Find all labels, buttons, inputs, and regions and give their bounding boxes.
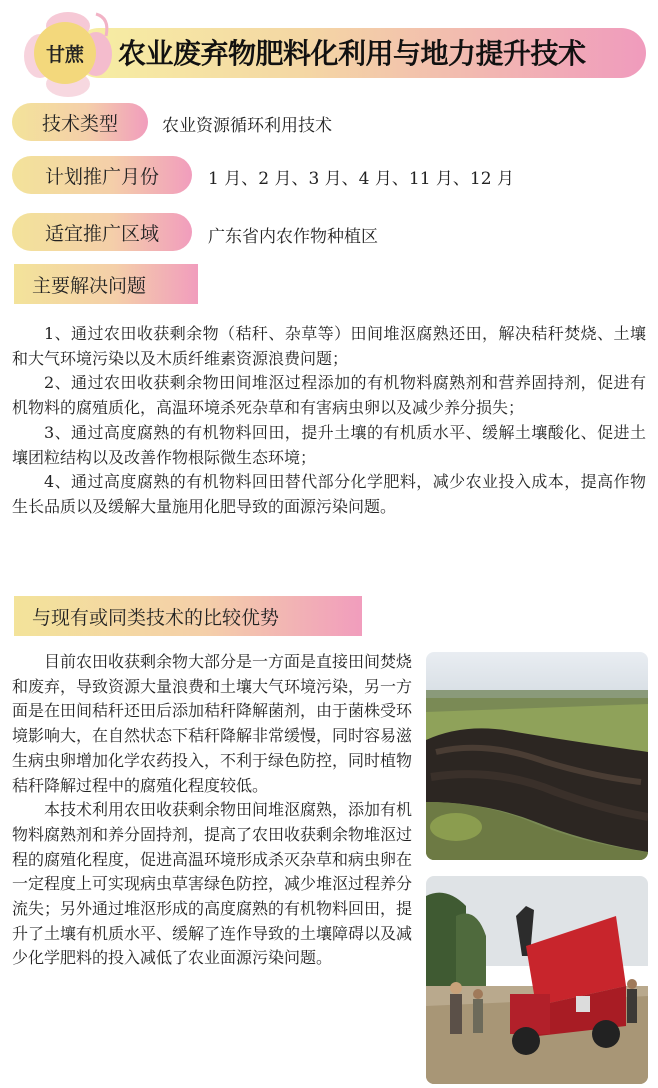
problem-item: 3、通过高度腐熟的有机物料回田，提升土壤的有机质水平、缓解土壤酸化、促进土壤团粒结构以及改善作物根际微生态环境； <box>12 422 646 467</box>
months-label: 计划推广月份 <box>12 156 192 194</box>
advantages-text <box>12 650 412 971</box>
problems-list <box>12 322 646 520</box>
advantage-paragraph: 本技术利用农田收获剩余物田间堆沤腐熟，添加有机物料腐熟剂和养分固持剂，提高了农田收获剩余物堆沤过程的腐殖化程度，促进高温环境形成杀灭杂草和病虫卵在一定程度上可实现病虫草害绿色防控，减少堆沤过程养分流失；另外通过堆沤形成的高度腐熟的有机物料回田，提升了土壤有机质水平、缓解了连作导致的土壤障碍以及减少化学肥料的投入减低了农业面源污染问题。 <box>12 800 413 968</box>
page-title: 农业废弃物肥料化利用与地力提升技术 <box>118 37 586 70</box>
crop-tag: 甘蔗 <box>34 22 96 84</box>
advantage-paragraph: 目前农田收获剩余物大部分是一方面是直接田间焚烧和废弃，导致资源大量浪费和土壤大气环境污染，另一方面是在田间秸秆还田后添加秸秆降解菌剂，由于菌株受环境影响大，在自然状态下秸秆降解非常缓慢，同时容易滋生病虫卵增加化学农药投入，不利于绿色防控，同时植物秸秆降解过程中的腐殖化程度较低。 <box>12 652 413 795</box>
region-value: 广东省内农作物种植区 <box>208 227 378 247</box>
problem-item: 4、通过高度腐熟的有机物料回田替代部分化学肥料，减少农业投入成本，提高作物生长品质以及缓解大量施用化肥导致的面源污染问题。 <box>12 472 646 516</box>
tech-type-label: 技术类型 <box>12 103 148 141</box>
months-value: 1 月、2 月、3 月、4 月、11 月、12 月 <box>208 169 514 189</box>
problem-item: 1、通过农田收获剩余物（秸秆、杂草等）田间堆沤腐熟还田，解决秸秆焚烧、土壤和大气环境污染以及木质纤维素资源浪费问题； <box>12 324 646 368</box>
region-label: 适宜推广区域 <box>12 213 192 251</box>
tech-type-value: 农业资源循环利用技术 <box>162 116 332 136</box>
machine-field-photo <box>426 876 648 1084</box>
compost-field-photo <box>426 652 648 860</box>
problems-heading: 主要解决问题 <box>14 264 198 304</box>
advantages-heading: 与现有或同类技术的比较优势 <box>14 596 362 636</box>
problem-item: 2、通过农田收获剩余物田间堆沤过程添加的有机物料腐熟剂和营养固持剂，促进有机物料的腐殖质化，高温环境杀死杂草和有害病虫卵以及减少养分损失； <box>12 373 646 418</box>
